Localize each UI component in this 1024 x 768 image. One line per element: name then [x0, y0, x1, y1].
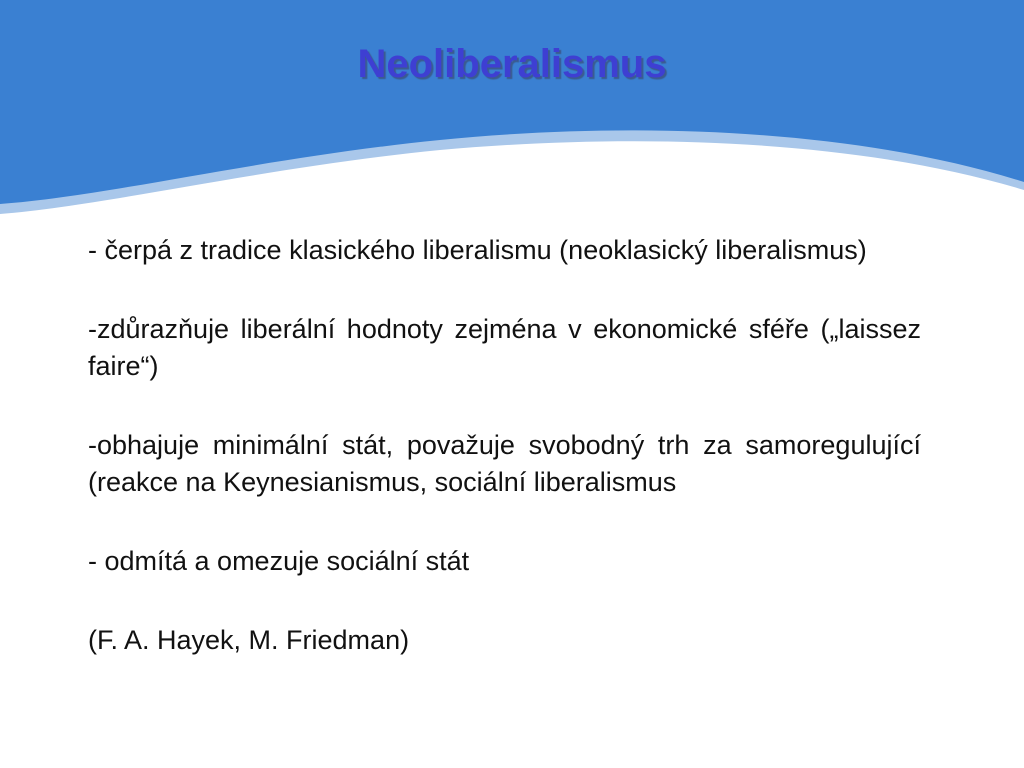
slide-title: Neoliberalismus: [357, 42, 667, 86]
bullet-paragraph: -zdůrazňuje liberální hodnoty zejména v ekonomické sféře („laissez faire“): [88, 314, 921, 381]
header-wave-background: [0, 0, 1024, 230]
authors-note: (F. A. Hayek, M. Friedman): [88, 625, 410, 655]
bullet-paragraph: - čerpá z tradice klasického liberalismu (neoklasický liberalismus): [88, 235, 867, 265]
bullet-paragraph: - odmítá a omezuje sociální stát: [88, 546, 470, 576]
bullet-paragraph: -obhajuje minimální stát, považuje svobodný trh za samoregulující (reakce na Keynesianismus, sociální liberalismus: [88, 430, 921, 497]
header-wave-fill: [0, 0, 1024, 204]
slide-body: [88, 232, 921, 659]
